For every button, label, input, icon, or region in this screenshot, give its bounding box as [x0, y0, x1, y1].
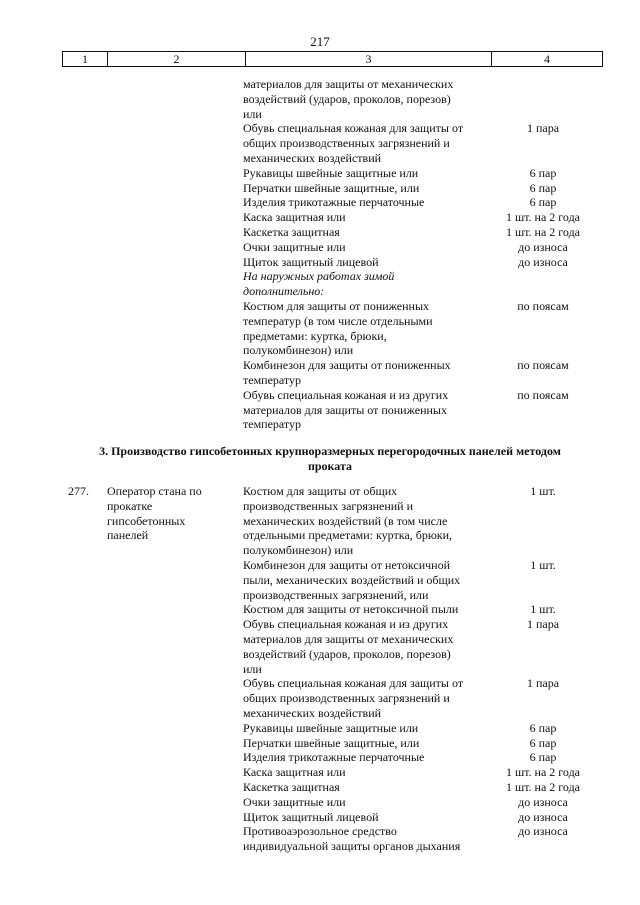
norm-value: 1 пара [526, 676, 560, 691]
norm-value [488, 499, 598, 514]
norm-value: 1 шт. на 2 года [505, 765, 581, 780]
block1-items-column [243, 77, 488, 432]
profession-text: гипсобетонных [107, 513, 186, 528]
norm-value: 6 пар [529, 720, 557, 735]
norm-value: 6 пар [529, 195, 557, 210]
norm-value [488, 417, 598, 432]
item-text: предметами: куртка, брюки, [243, 328, 387, 343]
item-text: полукомбинезон) или [243, 343, 354, 358]
item-text: Рукавицы швейные защитные или [243, 720, 419, 735]
winter-subheading: На наружных работах зимой [243, 269, 395, 284]
column-header-3: 3 [246, 52, 492, 67]
norm-value [488, 706, 598, 721]
norm-value [488, 314, 598, 329]
norm-value: 1 шт. [530, 557, 556, 572]
norm-value: до износа [518, 809, 568, 824]
column-header-row [62, 51, 603, 67]
norm-value: по поясам [517, 298, 569, 313]
item-text: Обувь специальная кожаная для защиты от [243, 121, 464, 136]
item-text: Костюм для защиты от пониженных [243, 298, 430, 313]
item-text: Каскетка защитная [243, 779, 340, 794]
item-text: или [243, 661, 262, 676]
norm-value: 6 пар [529, 180, 557, 195]
norm-value [488, 343, 598, 358]
column-header-4: 4 [492, 52, 603, 67]
section-heading [70, 444, 590, 474]
norm-value [488, 588, 598, 603]
norm-value [488, 528, 598, 543]
norm-value: 1 шт. на 2 года [505, 779, 581, 794]
item-text: температур [243, 417, 302, 432]
item-text: механических воздействий (в том числе [243, 513, 448, 528]
item-text: механических воздействий [243, 150, 382, 165]
item-text: Изделия трикотажные перчаточные [243, 195, 425, 210]
norm-value [488, 107, 598, 122]
section-heading-line: 3. Производство гипсобетонных крупноразмерных перегородочных панелей методом [99, 444, 561, 458]
item-text: Очки защитные или [243, 794, 346, 809]
item-text: Обувь специальная кожаная и из других [243, 617, 449, 632]
norm-value [488, 136, 598, 151]
norm-value: до износа [518, 239, 568, 254]
item-text: отдельными предметами: куртка, брюки, [243, 528, 453, 543]
item-text: Каска защитная или [243, 765, 346, 780]
item-text: полукомбинезон) или [243, 543, 354, 558]
norm-value: 1 пара [526, 617, 560, 632]
item-text: общих производственных загрязнений и [243, 691, 450, 706]
norm-value [488, 573, 598, 588]
item-text: Щиток защитный лицевой [243, 809, 379, 824]
norm-value [488, 691, 598, 706]
norm-value [488, 403, 598, 418]
item-text: температур [243, 372, 302, 387]
item-text: материалов для защиты от механических [243, 631, 454, 646]
item-text: воздействий (ударов, проколов, порезов) [243, 646, 451, 661]
item-text: Обувь специальная кожаная для защиты от [243, 676, 464, 691]
page-number: 217 [310, 34, 330, 49]
profession-text: прокатке [107, 498, 153, 513]
section-heading-line: проката [307, 459, 353, 473]
item-text: механических воздействий [243, 705, 382, 720]
item-text: Противоаэрозольное средство [243, 824, 397, 839]
item-text: Каскетка защитная [243, 224, 340, 239]
item-text: Очки защитные или [243, 239, 346, 254]
norm-value: 1 шт. на 2 года [505, 210, 581, 225]
profession-column [107, 484, 237, 543]
norm-value [488, 151, 598, 166]
norm-value [488, 329, 598, 344]
column-header-1: 1 [63, 52, 108, 67]
norm-value: до износа [518, 254, 568, 269]
norm-value: до износа [518, 794, 568, 809]
item-text: Рукавицы швейные защитные или [243, 165, 419, 180]
norm-value [488, 662, 598, 677]
item-text: производственных загрязнений и [243, 498, 414, 513]
norm-value [488, 839, 598, 854]
item-text: Перчатки швейные защитные, или [243, 180, 420, 195]
item277-norms-column [488, 484, 598, 854]
item-text: Обувь специальная кожаная и из других [243, 387, 449, 402]
item-text: материалов для защиты от пониженных [243, 402, 447, 417]
norm-value: 1 пара [526, 121, 560, 136]
norm-value: 1 шт. [530, 602, 556, 617]
item-text: или [243, 106, 262, 121]
norm-value: 1 шт. [530, 484, 556, 498]
profession-text: панелей [107, 528, 149, 543]
norm-value [488, 77, 598, 92]
item277-items-column [243, 484, 488, 854]
item-text: индивидуальной защиты органов дыхания [243, 839, 461, 854]
norm-value: 6 пар [529, 735, 557, 750]
item-text: материалов для защиты от механических [243, 77, 454, 91]
norm-value: по поясам [517, 358, 569, 373]
item-text: пыли, механических воздействий и общих [243, 572, 461, 587]
norm-value: по поясам [517, 387, 569, 402]
item-text: Костюм для защиты от общих [243, 484, 398, 498]
item-text: производственных загрязнений, или [243, 587, 429, 602]
item-text: воздействий (ударов, проколов, порезов) [243, 91, 451, 106]
column-header-2: 2 [108, 52, 246, 67]
item-text: Костюм для защиты от нетоксичной пыли [243, 602, 459, 617]
norm-value [488, 284, 598, 299]
norm-value [488, 373, 598, 388]
item-number: 277. [68, 484, 89, 498]
profession-text: Оператор стана по [107, 484, 202, 498]
block1-norms-column [488, 77, 598, 432]
item-text: Изделия трикотажные перчаточные [243, 750, 425, 765]
norm-value [488, 543, 598, 558]
norm-value [488, 647, 598, 662]
norm-value [488, 92, 598, 107]
norm-value [488, 632, 598, 647]
norm-value: 1 шт. на 2 года [505, 224, 581, 239]
norm-value [488, 269, 598, 284]
norm-value: до износа [518, 824, 568, 839]
item-text: Комбинезон для защиты от нетоксичной [243, 557, 451, 572]
item-text: Щиток защитный лицевой [243, 254, 379, 269]
item-text: Перчатки швейные защитные, или [243, 735, 420, 750]
item-text: Каска защитная или [243, 210, 346, 225]
item-text: общих производственных загрязнений и [243, 136, 450, 151]
item-text: температур (в том числе отдельными [243, 313, 433, 328]
norm-value: 6 пар [529, 165, 557, 180]
winter-subheading: дополнительно: [243, 284, 325, 299]
norm-value [488, 514, 598, 529]
item-text: Комбинезон для защиты от пониженных [243, 358, 451, 373]
norm-value: 6 пар [529, 750, 557, 765]
